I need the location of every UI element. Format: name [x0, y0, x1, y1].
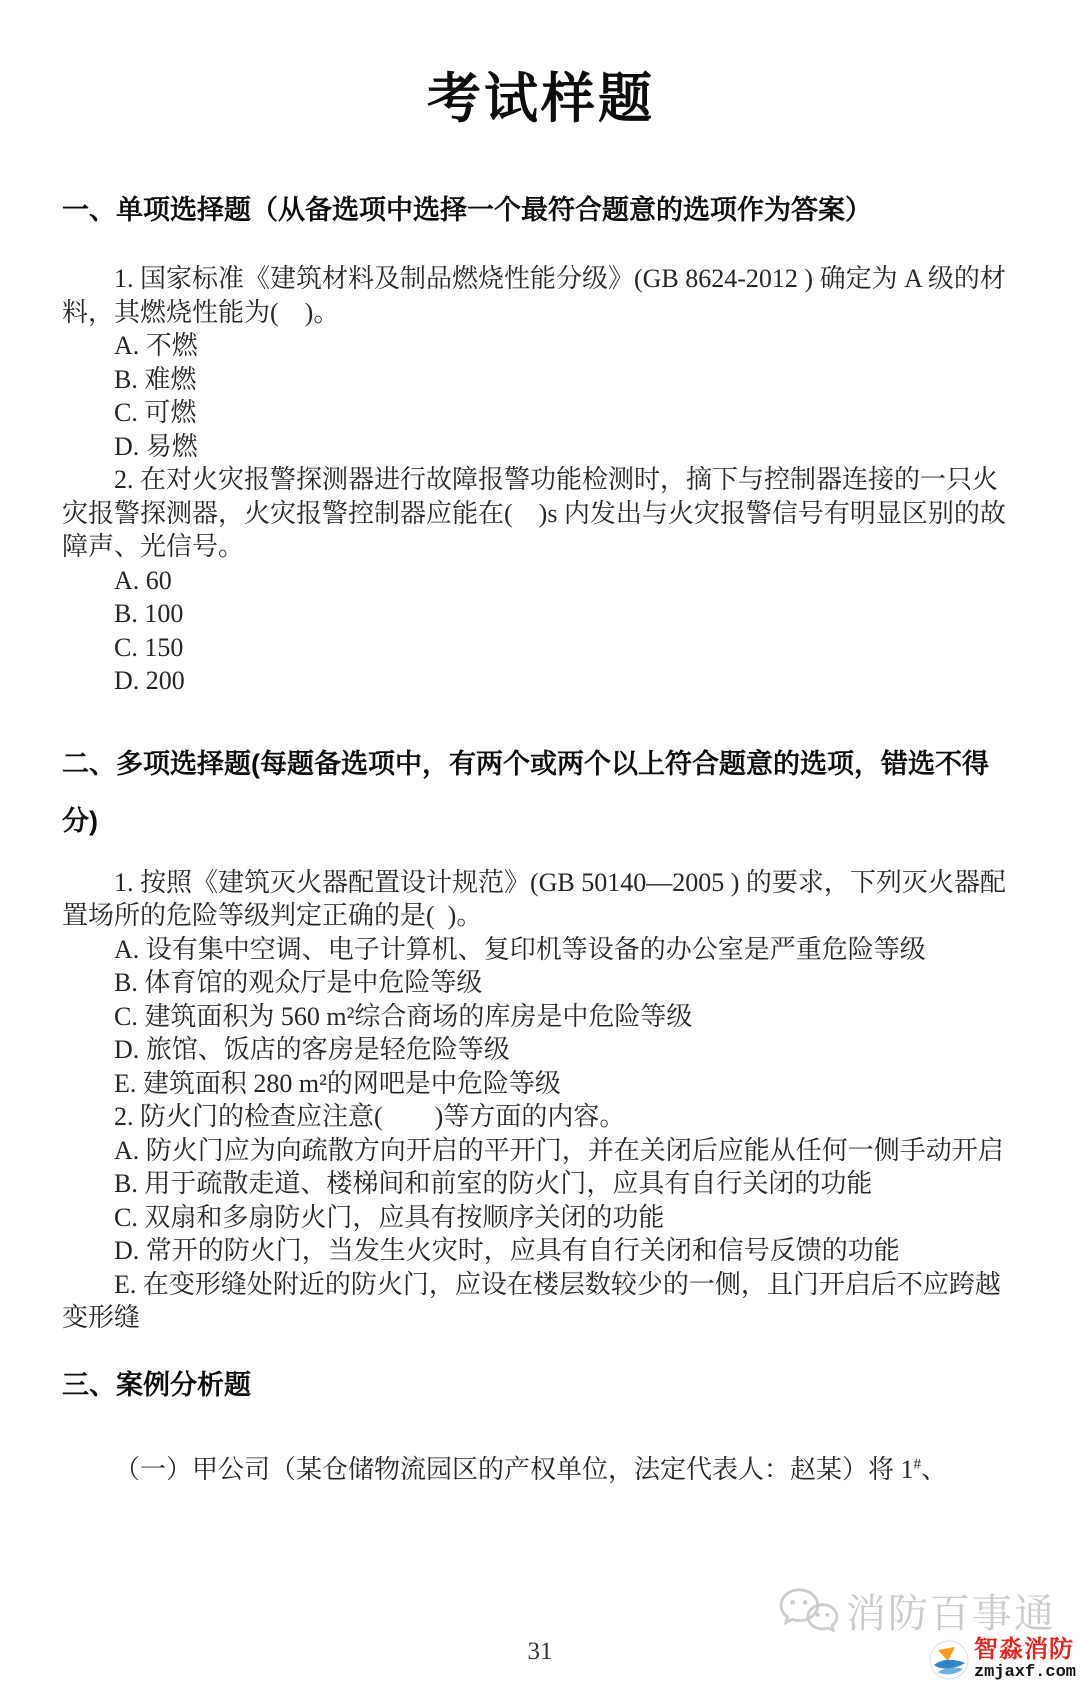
section1-question1-option-c: C. 可燃: [114, 398, 197, 427]
section1-question2-option-a: A. 60: [114, 565, 172, 595]
section2-question1-option-e: E. 建筑面积 280 m²的网吧是中危险等级: [114, 1068, 561, 1098]
wechat-icon: [778, 1586, 840, 1636]
section2-question2-option-a: A. 防火门应为向疏散方向开启的平开门，并在关闭后应能从任何一侧手动开启: [114, 1135, 1004, 1165]
section2-question2-option-d: D. 常开的防火门，当发生火灾时，应具有自行关闭和信号反馈的功能: [114, 1236, 900, 1265]
section2-question1-option-b: B. 体育馆的观众厅是中危险等级: [114, 968, 483, 997]
section2-question1-option-a: A. 设有集中空调、电子计算机、复印机等设备的办公室是严重危险等级: [114, 934, 926, 964]
section3-case-intro: [62, 1453, 1020, 1487]
page-number: 31: [527, 1638, 553, 1665]
section3-heading: 三、案例分析题: [62, 1369, 251, 1400]
section1-question2-option-d: D. 200: [114, 666, 185, 695]
section2-question1-text: 1. 按照《建筑灭火器配置设计规范》(GB 50140—2005 ) 的要求，下列灭火器配置场所的危险等级判定正确的是( )。: [62, 867, 1006, 930]
section2-heading-line1: 二、多项选择题(每题备选项中，有两个或两个以上符合题意的选项，错选不得: [62, 748, 989, 779]
section1-question1-option-a: A. 不燃: [114, 331, 198, 360]
case-intro-tail: 、: [921, 1454, 948, 1484]
watermark-gray: [778, 1582, 1056, 1639]
section2-question2-option-c: C. 双扇和多扇防火门，应具有按顺序关闭的功能: [114, 1202, 665, 1232]
section1-question2-option-c: C. 150: [114, 632, 184, 662]
section2-question2-option-e: E. 在变形缝处附近的防火门，应设在楼层数较少的一侧，且门开启后不应跨越变形缝: [62, 1269, 1001, 1332]
section1-question2-option-b: B. 100: [114, 599, 184, 628]
section2-question1-option-d: D. 旅馆、饭店的客房是轻危险等级: [114, 1035, 510, 1064]
section2-question2-option-b: B. 用于疏散走道、楼梯间和前室的防火门，应具有自行关闭的功能: [114, 1169, 873, 1198]
page-title: 考试样题: [427, 69, 655, 129]
brand-name: 智淼消防: [973, 1636, 1074, 1663]
section1-heading: 一、单项选择题（从备选项中选择一个最符合题意的选项作为答案）: [62, 195, 872, 225]
case-intro-superscript: #: [913, 1455, 922, 1472]
section2-question2-text: 2. 防火门的检查应注意( )等方面的内容。: [114, 1102, 626, 1131]
document-content: [0, 70, 1080, 1486]
case-intro-text: （一）甲公司（某仓储物流园区的产权单位，法定代表人：赵某）将 1: [114, 1454, 914, 1484]
section2-heading: [62, 736, 1020, 850]
section1-question1-option-d: D. 易燃: [114, 431, 198, 461]
watermark-gray-text: 消防百事通: [846, 1592, 1056, 1636]
section2-heading-line2: 分): [62, 805, 98, 836]
section2-question1-option-c: C. 建筑面积为 560 m²综合商场的库房是中危险等级: [114, 1001, 693, 1031]
section1-question1-option-b: B. 难燃: [114, 364, 197, 394]
brand-url: zmjaxf.com: [973, 1663, 1076, 1682]
section1-question2-text: 2. 在对火灾报警探测器进行故障报警功能检测时，摘下与控制器连接的一只火灾报警探测器，火灾报警控制器应能在( )s 内发出与火灾报警信号有明显区别的故障声、光信号。: [62, 465, 1006, 561]
section1-question1-text: 1. 国家标准《建筑材料及制品燃烧性能分级》(GB 8624-2012 ) 确定为 A 级的材料，其燃烧性能为( )。: [62, 264, 1006, 327]
